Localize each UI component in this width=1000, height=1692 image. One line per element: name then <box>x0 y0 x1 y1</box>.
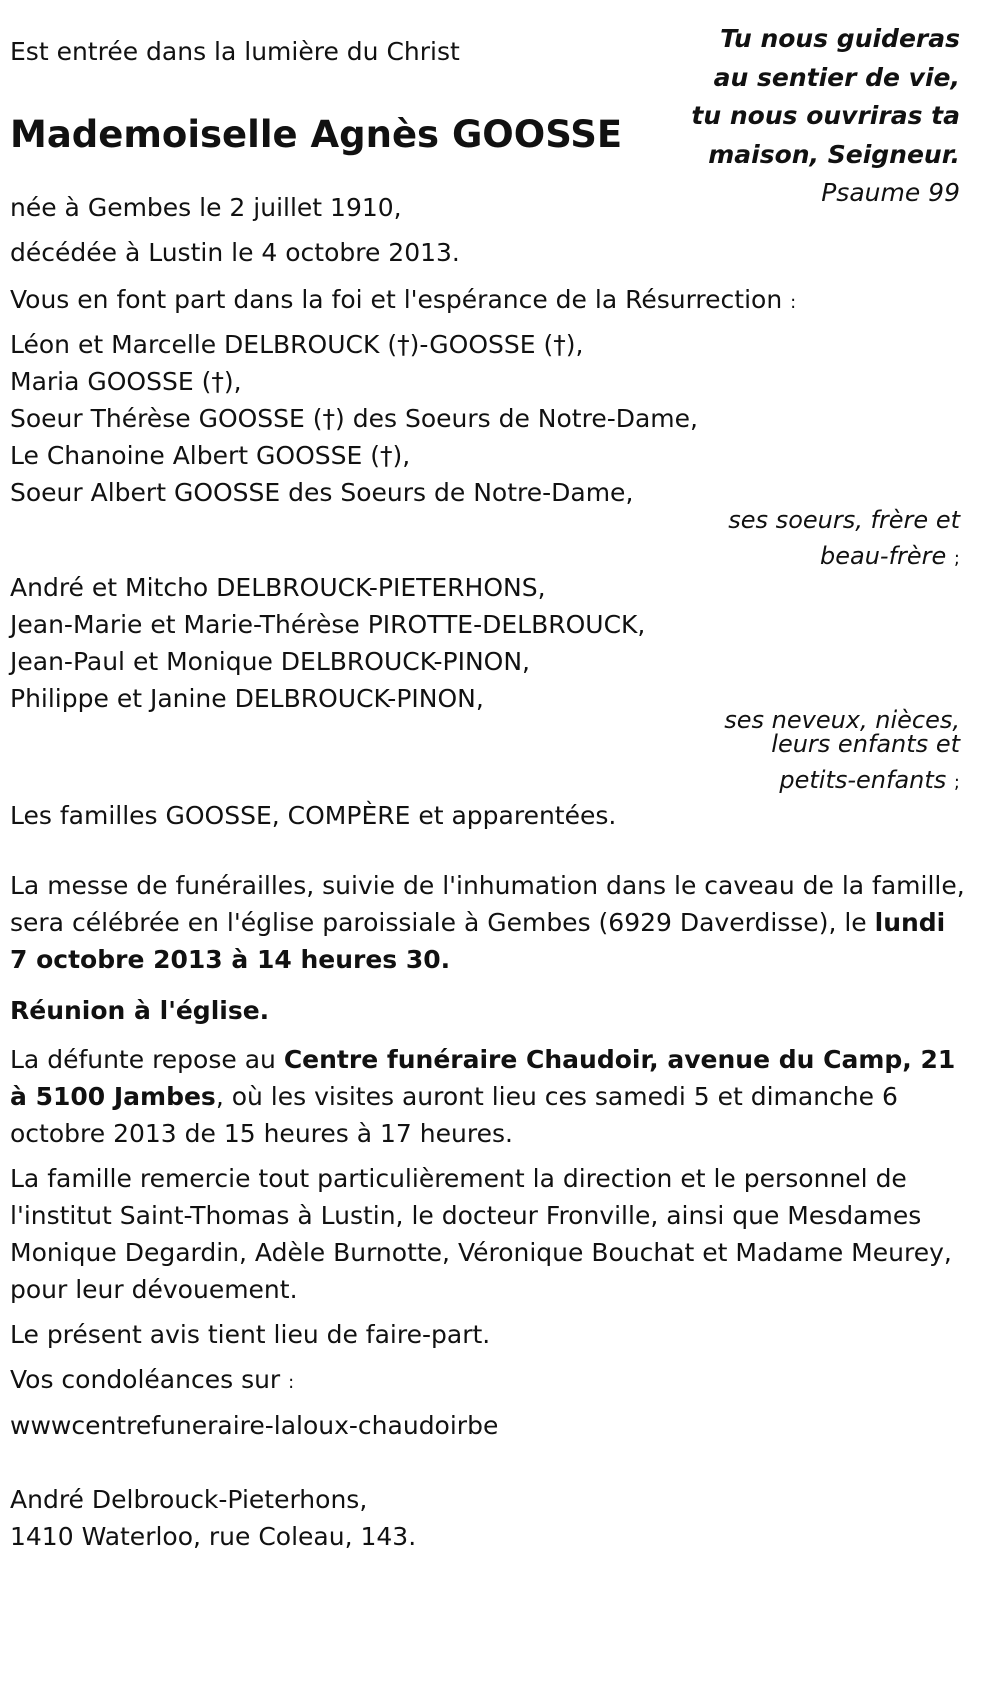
notice-line: Le présent avis tient lieu de faire-part. <box>10 1320 491 1349</box>
nephew-line: Philippe et Janine DELBROUCK-PINON, <box>10 684 484 713</box>
mass-date: lundi 7 octobre 2013 à 14 heures 30. <box>10 908 946 974</box>
condolences-label: Vos condoléances sur <box>10 1365 281 1394</box>
sibling-line: Maria GOOSSE (†), <box>10 367 242 396</box>
relation-text: petits-enfants <box>779 766 947 794</box>
relation-line <box>724 768 960 795</box>
verse-source: Psaume 99 <box>821 178 960 207</box>
repose-post: , où les visites auront lieu ces samedi 5 et dimanche 6 octobre 2013 de 15 heures à 17 heures. <box>10 1082 898 1148</box>
verse-line: tu nous ouvriras ta <box>691 101 960 130</box>
birth-line: née à Gembes le 2 juillet 1910, <box>10 193 402 222</box>
contact-name: André Delbrouck-Pieterhons, <box>10 1485 368 1514</box>
meeting-line: Réunion à l'église. <box>10 996 270 1025</box>
sibling-line: Léon et Marcelle DELBROUCK (†)-GOOSSE (†), <box>10 330 584 359</box>
relation-text: beau-frère <box>819 542 947 570</box>
mass-text: La messe de funérailles, suivie de l'inhumation dans le caveau de la famille, sera célébrée en l'église paroissiale à Gembes (6929 Daverdisse), le <box>10 871 965 937</box>
announcement-line <box>10 285 796 318</box>
nephew-line: Jean-Marie et Marie-Thérèse PIROTTE-DELBROUCK, <box>10 610 646 639</box>
condolences-colon: : <box>288 1372 295 1393</box>
nephew-line: André et Mitcho DELBROUCK-PIETERHONS, <box>10 573 546 602</box>
repose-paragraph <box>10 1041 970 1152</box>
siblings-relation <box>728 502 960 577</box>
relation-semicolon: ; <box>953 548 960 569</box>
condolences-line <box>10 1365 294 1398</box>
sibling-line: Soeur Albert GOOSSE des Soeurs de Notre-Dame, <box>10 478 634 507</box>
verse-quote <box>691 20 960 213</box>
repose-place: Centre funéraire Chaudoir, avenue du Camp, 21 à 5100 Jambes <box>10 1045 956 1111</box>
death-line: décédée à Lustin le 4 octobre 2013. <box>10 238 460 267</box>
relation-line: leurs enfants et <box>771 730 960 758</box>
deceased-name: Mademoiselle Agnès GOOSSE <box>10 113 623 156</box>
condolences-url[interactable]: wwwcentrefuneraire-laloux-chaudoirbe <box>10 1411 499 1440</box>
announcement-text: Vous en font part dans la foi et l'espérance de la Résurrection <box>10 285 783 314</box>
verse-line: Tu nous guideras <box>720 24 960 53</box>
nephews-relation <box>724 708 960 795</box>
relation-semicolon: ; <box>953 772 960 793</box>
intro-line: Est entrée dans la lumière du Christ <box>10 37 460 66</box>
verse-line: au sentier de vie, <box>713 62 960 92</box>
announcement-colon: : <box>790 292 797 313</box>
verse-line: maison, Seigneur. <box>708 139 960 169</box>
thanks-paragraph: La famille remercie tout particulièrement la direction et le personnel de l'institut Saint-Thomas à Lustin, le docteur Fronville, ainsi que Mesdames Monique Degardin, Adèle Burnotte, Véronique Bouchat et Madame Meurey, pour leur dévouement. <box>10 1164 952 1304</box>
contact-address: 1410 Waterloo, rue Coleau, 143. <box>10 1522 417 1551</box>
relation-line <box>728 538 960 577</box>
sibling-line: Le Chanoine Albert GOOSSE (†), <box>10 441 411 470</box>
sibling-line: Soeur Thérèse GOOSSE (†) des Soeurs de Notre-Dame, <box>10 404 698 433</box>
relation-line: ses soeurs, frère et <box>728 506 960 534</box>
mass-paragraph <box>10 867 970 978</box>
relation-line: ses neveux, nièces, <box>724 706 960 734</box>
families-line: Les familles GOOSSE, COMPÈRE et apparentées. <box>10 801 617 830</box>
repose-pre: La défunte repose au <box>10 1045 284 1074</box>
nephew-line: Jean-Paul et Monique DELBROUCK-PINON, <box>10 647 530 676</box>
